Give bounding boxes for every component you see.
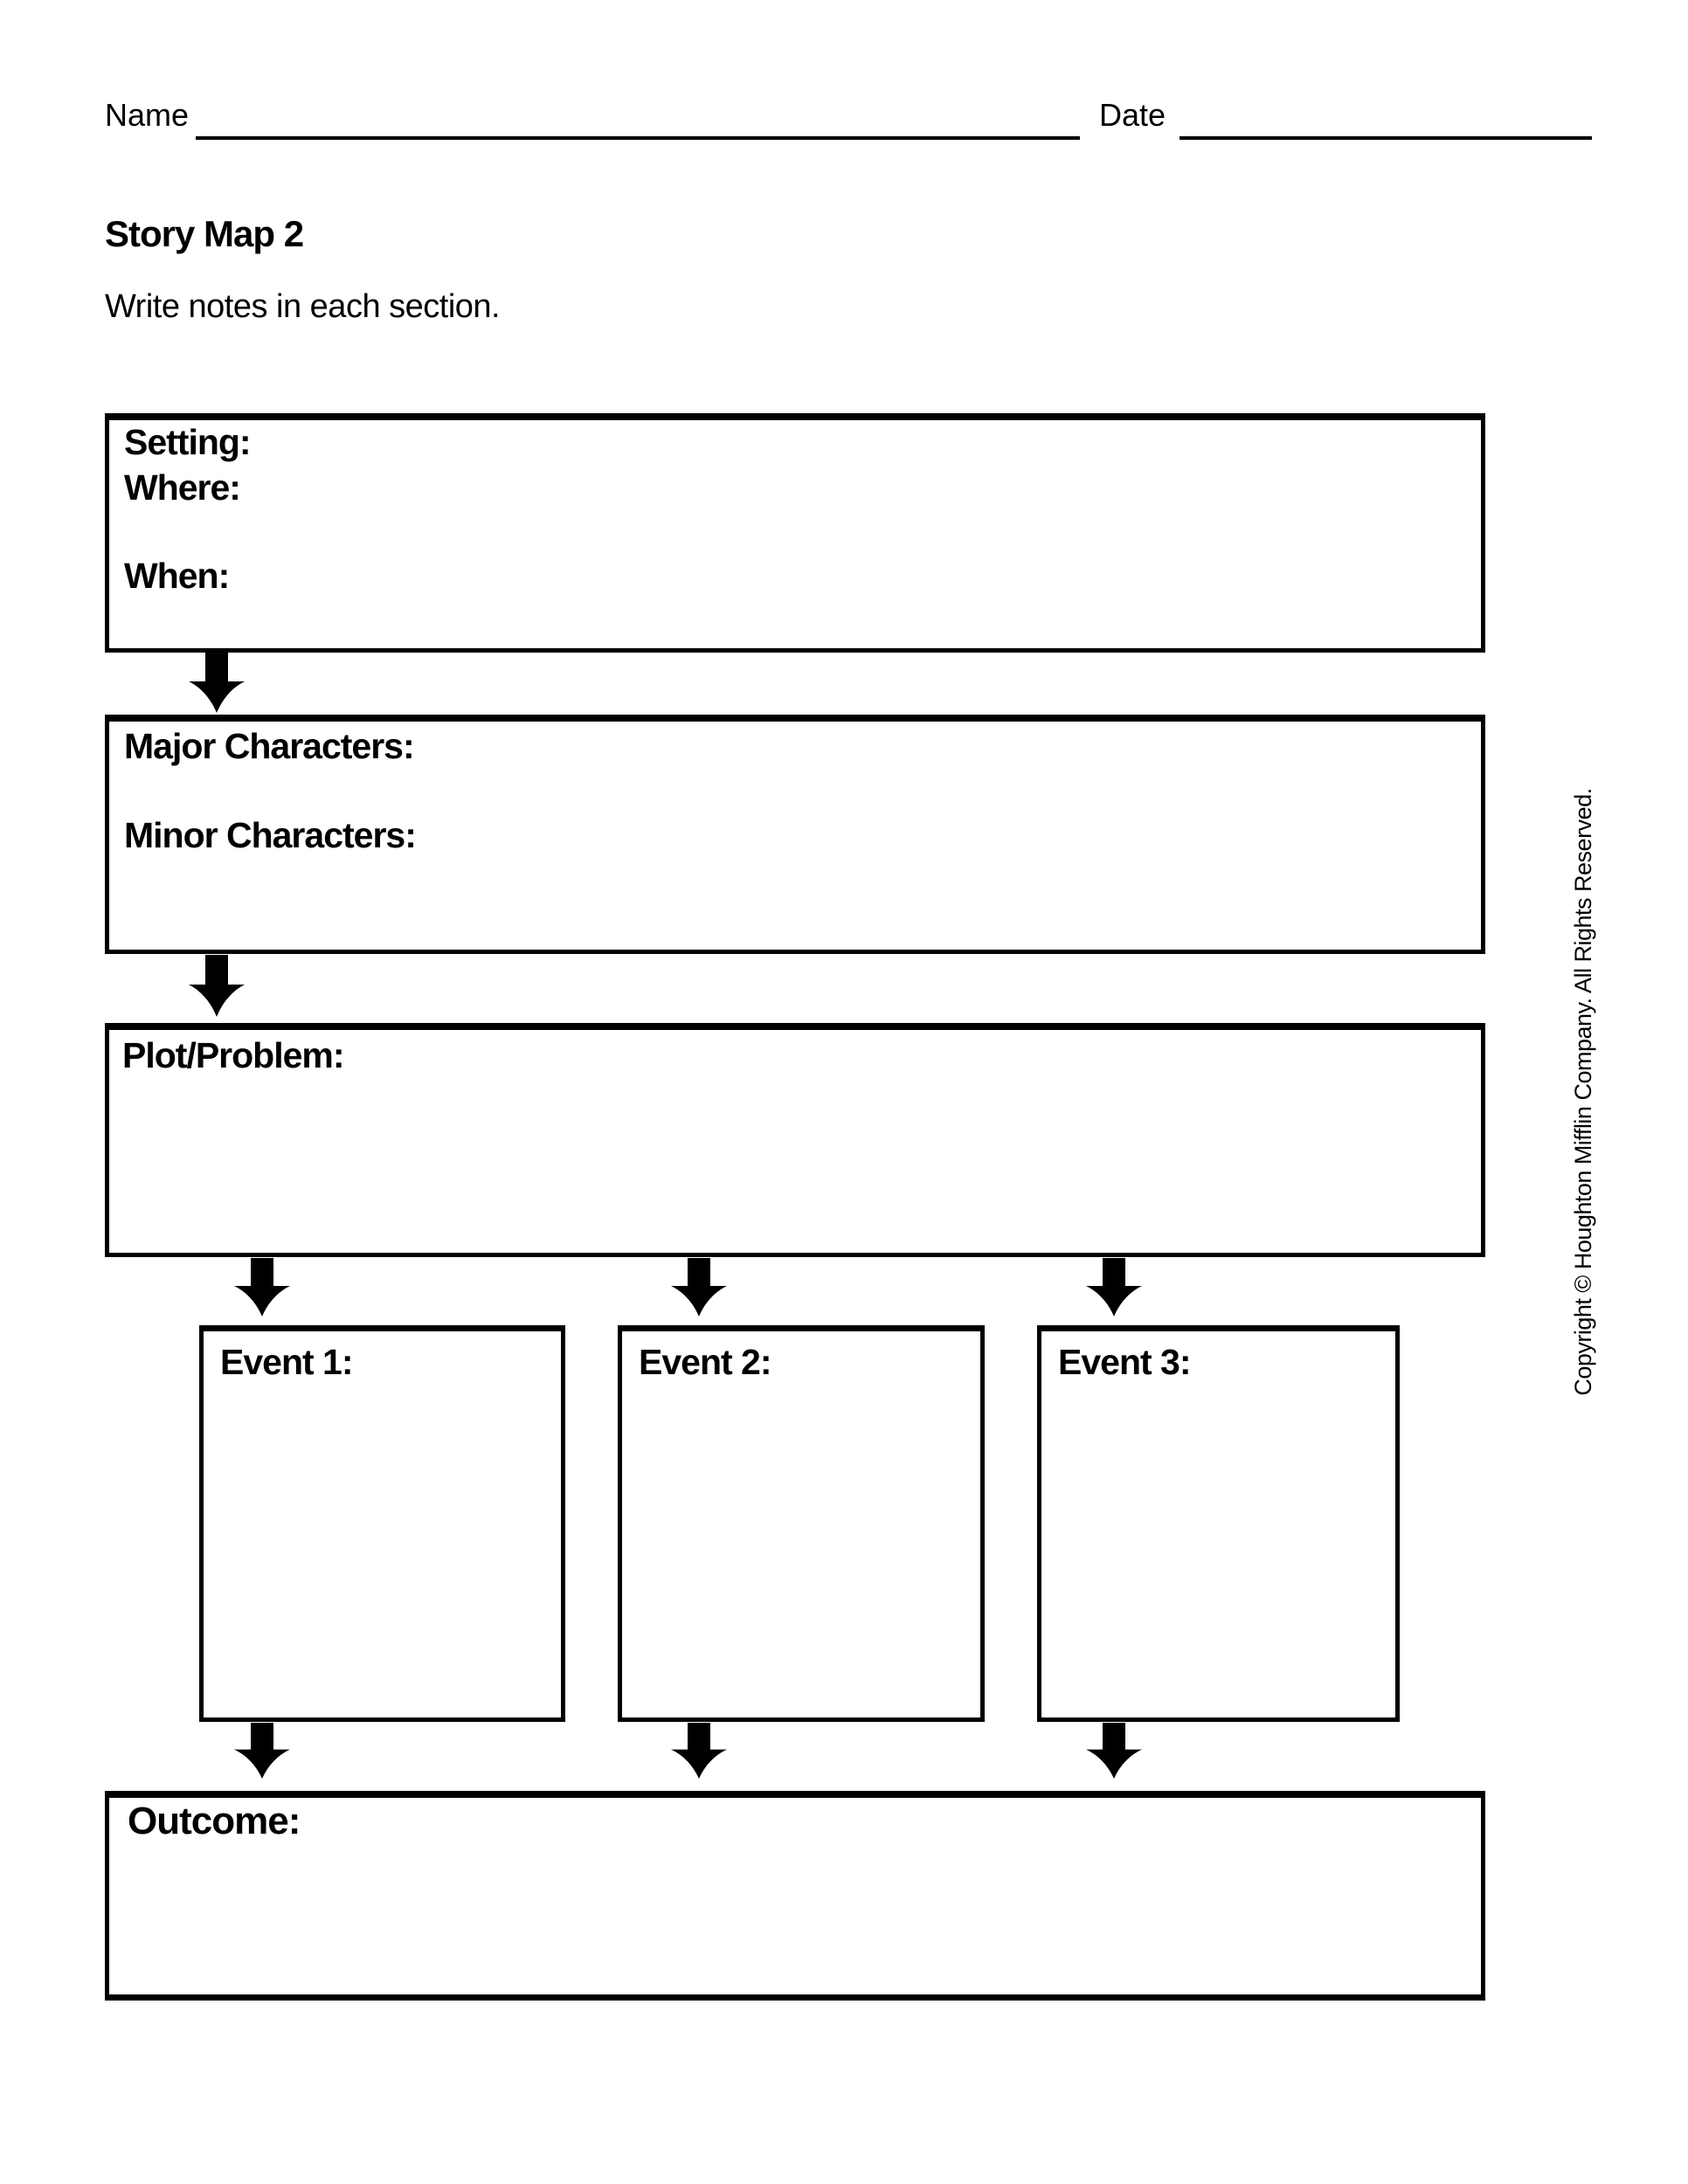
event-3-box[interactable]	[1037, 1325, 1400, 1722]
down-arrow-icon	[187, 653, 246, 714]
date-fill-line[interactable]	[1180, 136, 1592, 140]
down-arrow-icon	[232, 1723, 292, 1780]
down-arrow-icon	[1084, 1258, 1144, 1317]
name-label: Name	[105, 97, 190, 133]
event-2-box[interactable]	[618, 1325, 985, 1722]
event-1-label: Event 1:	[220, 1342, 353, 1382]
down-arrow-icon	[232, 1258, 292, 1317]
minor-characters-label: Minor Characters:	[124, 815, 416, 855]
name-fill-line[interactable]	[196, 136, 1080, 140]
instruction-text: Write notes in each section.	[105, 288, 501, 325]
copyright-text: Copyright © Houghton Mifflin Company. All Rights Reserved.	[1569, 788, 1596, 1396]
page-title: Story Map 2	[105, 213, 304, 254]
event-3-label: Event 3:	[1058, 1342, 1191, 1382]
major-characters-label: Major Characters:	[124, 726, 414, 766]
outcome-label: Outcome:	[128, 1800, 301, 1842]
outcome-box[interactable]	[105, 1791, 1485, 2001]
where-label: Where:	[124, 467, 240, 508]
event-2-label: Event 2:	[639, 1342, 771, 1382]
date-label: Date	[1099, 97, 1166, 133]
setting-label: Setting:	[124, 422, 251, 462]
down-arrow-icon	[669, 1258, 729, 1317]
setting-box[interactable]	[105, 413, 1485, 653]
down-arrow-icon	[1084, 1723, 1144, 1780]
down-arrow-icon	[669, 1723, 729, 1780]
plot-problem-label: Plot/Problem:	[122, 1035, 344, 1075]
down-arrow-icon	[187, 955, 246, 1018]
event-1-box[interactable]	[199, 1325, 565, 1722]
when-label: When:	[124, 556, 230, 596]
